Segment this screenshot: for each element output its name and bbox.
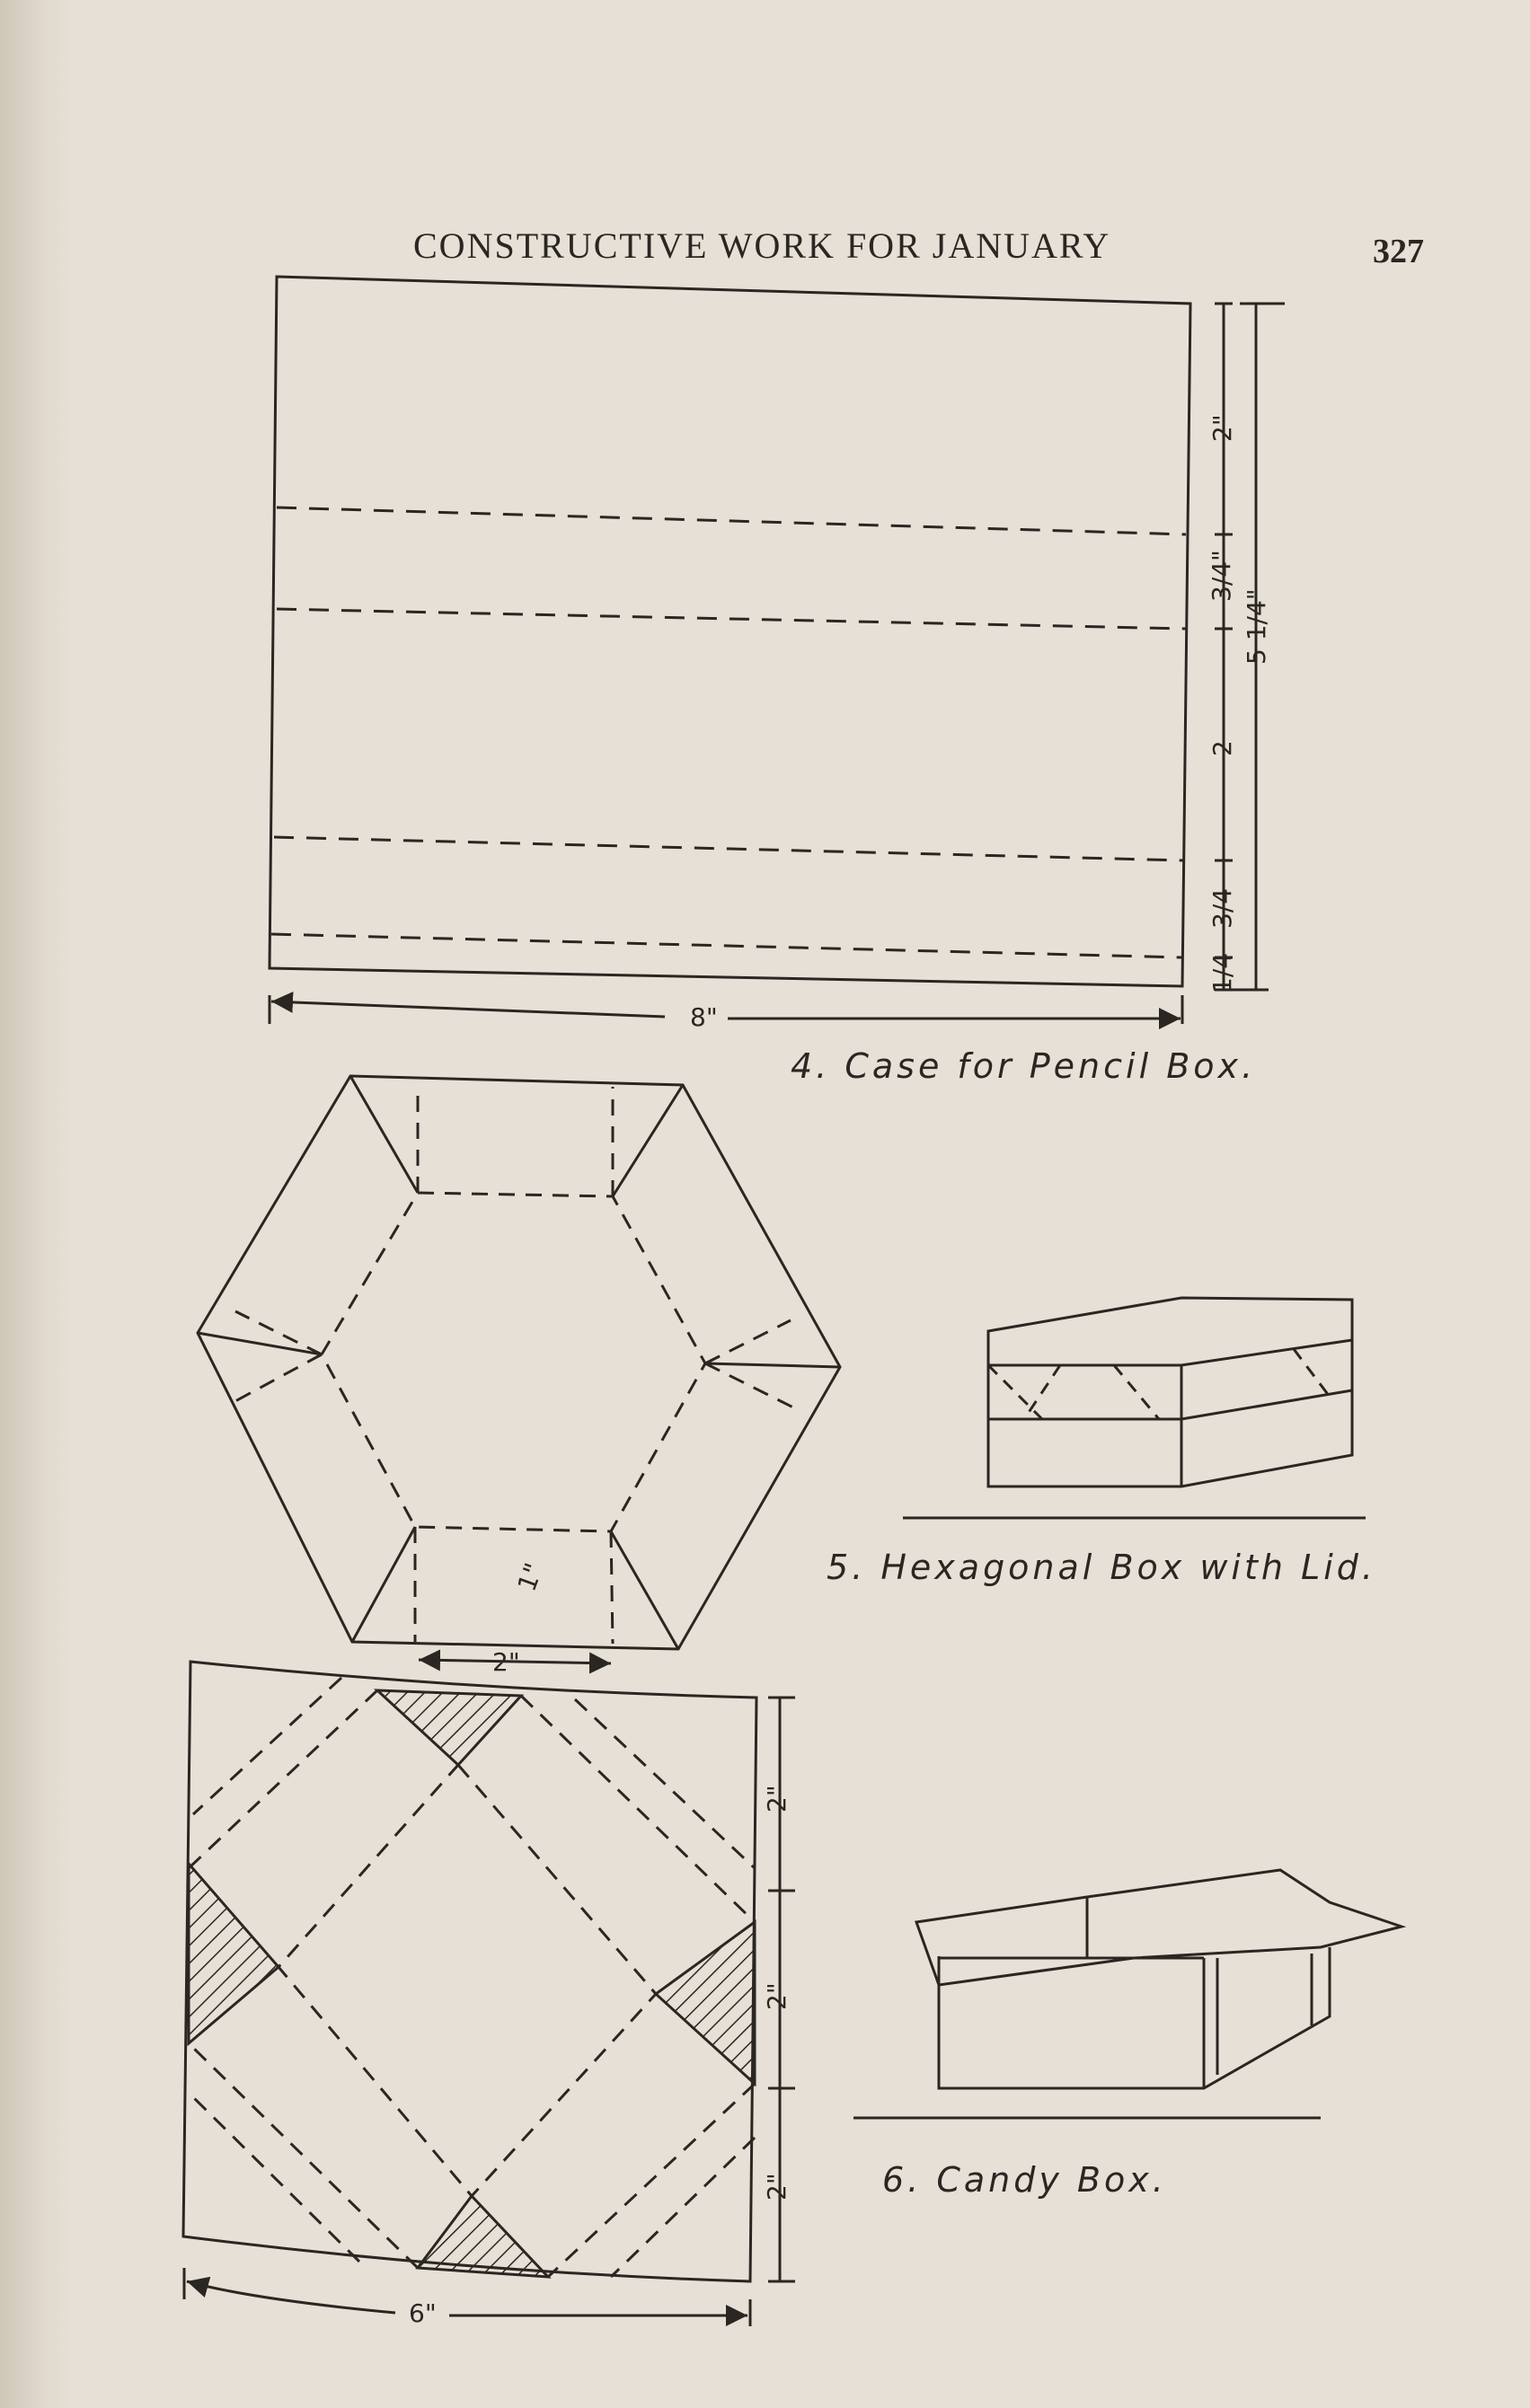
fig6-dim-1: 2" bbox=[762, 1785, 792, 1813]
page-number: 327 bbox=[1373, 233, 1424, 270]
fig5-depth-label: 1" bbox=[511, 1558, 550, 1595]
fig5-fold-lines bbox=[235, 1087, 795, 1644]
fig6-caption: 6. Candy Box. bbox=[882, 2160, 1167, 2200]
fig6-dim-3: 2" bbox=[762, 2173, 792, 2201]
fig4-dim-3: 2 bbox=[1207, 740, 1237, 756]
fig4-dim-5: 1/4 bbox=[1207, 952, 1237, 993]
figure-6-candy-box-net bbox=[183, 1662, 795, 2326]
fig4-caption: 4. Case for Pencil Box. bbox=[791, 1046, 1257, 1086]
fig6-dim-2: 2" bbox=[762, 1982, 792, 2010]
fig5-side-label: 2" bbox=[492, 1647, 520, 1677]
candy-box-sketch bbox=[853, 1870, 1402, 2118]
fig4-dim-total: 5 1/4" bbox=[1242, 588, 1271, 665]
fig4-fold-lines bbox=[271, 507, 1186, 957]
fig5-caption: 5. Hexagonal Box with Lid. bbox=[827, 1548, 1376, 1587]
figure-4-pencil-box-case bbox=[270, 277, 1285, 1024]
fig4-width-label: 8" bbox=[690, 1002, 718, 1032]
fig4-outline bbox=[270, 277, 1190, 986]
fig6-fold-lines bbox=[189, 1678, 755, 2277]
running-header: CONSTRUCTIVE WORK FOR JANUARY bbox=[413, 225, 1111, 266]
fig6-width-label: 6" bbox=[409, 2298, 437, 2328]
fig4-dim-2: 3/4" bbox=[1207, 550, 1236, 602]
fig4-dim-4: 3/4 bbox=[1207, 887, 1237, 929]
fig4-dim-1: 2" bbox=[1207, 414, 1237, 442]
hexagonal-box-sketch bbox=[903, 1298, 1366, 1518]
